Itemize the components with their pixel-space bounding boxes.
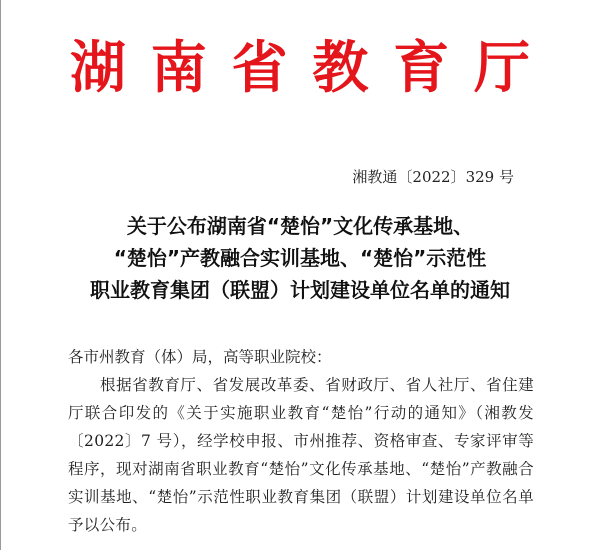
document-title xyxy=(40,210,560,306)
title-line: “楚怡”产教融合实训基地、“楚怡”示范性 xyxy=(113,246,487,270)
masthead-char: 教 xyxy=(312,36,369,101)
masthead-char: 湖 xyxy=(70,36,126,101)
masthead-char: 厅 xyxy=(473,36,530,101)
masthead-char: 省 xyxy=(231,36,288,101)
masthead-char: 南 xyxy=(150,36,207,101)
title-line: 职业教育集团（联盟）计划建设单位名单的通知 xyxy=(90,278,510,302)
page-border xyxy=(0,0,1,550)
body-paragraph: 根据省教育厅、省发展改革委、省财政厅、省人社厅、省住建厅联合印发的《关于实施职业教育“楚怡”行动的通知》（湘教发〔2022〕7 号），经学校申报、市州推荐、资格审查、专家评审等程序，现对湖南省职业教育“楚怡”文化传承基地、“楚怡”产教融合实训基地、“楚怡”示范性职业教育集团（联盟）计划建设单位名单予以公布。 xyxy=(68,376,534,534)
document-body xyxy=(68,343,534,539)
masthead xyxy=(70,30,530,108)
document-number: 湘教通〔2022〕329 号 xyxy=(352,168,514,186)
masthead-char: 育 xyxy=(393,36,450,101)
title-line: 关于公布湖南省“楚怡”文化传承基地、 xyxy=(126,214,474,238)
salutation: 各市州教育（体）局，高等职业院校： xyxy=(68,348,332,366)
